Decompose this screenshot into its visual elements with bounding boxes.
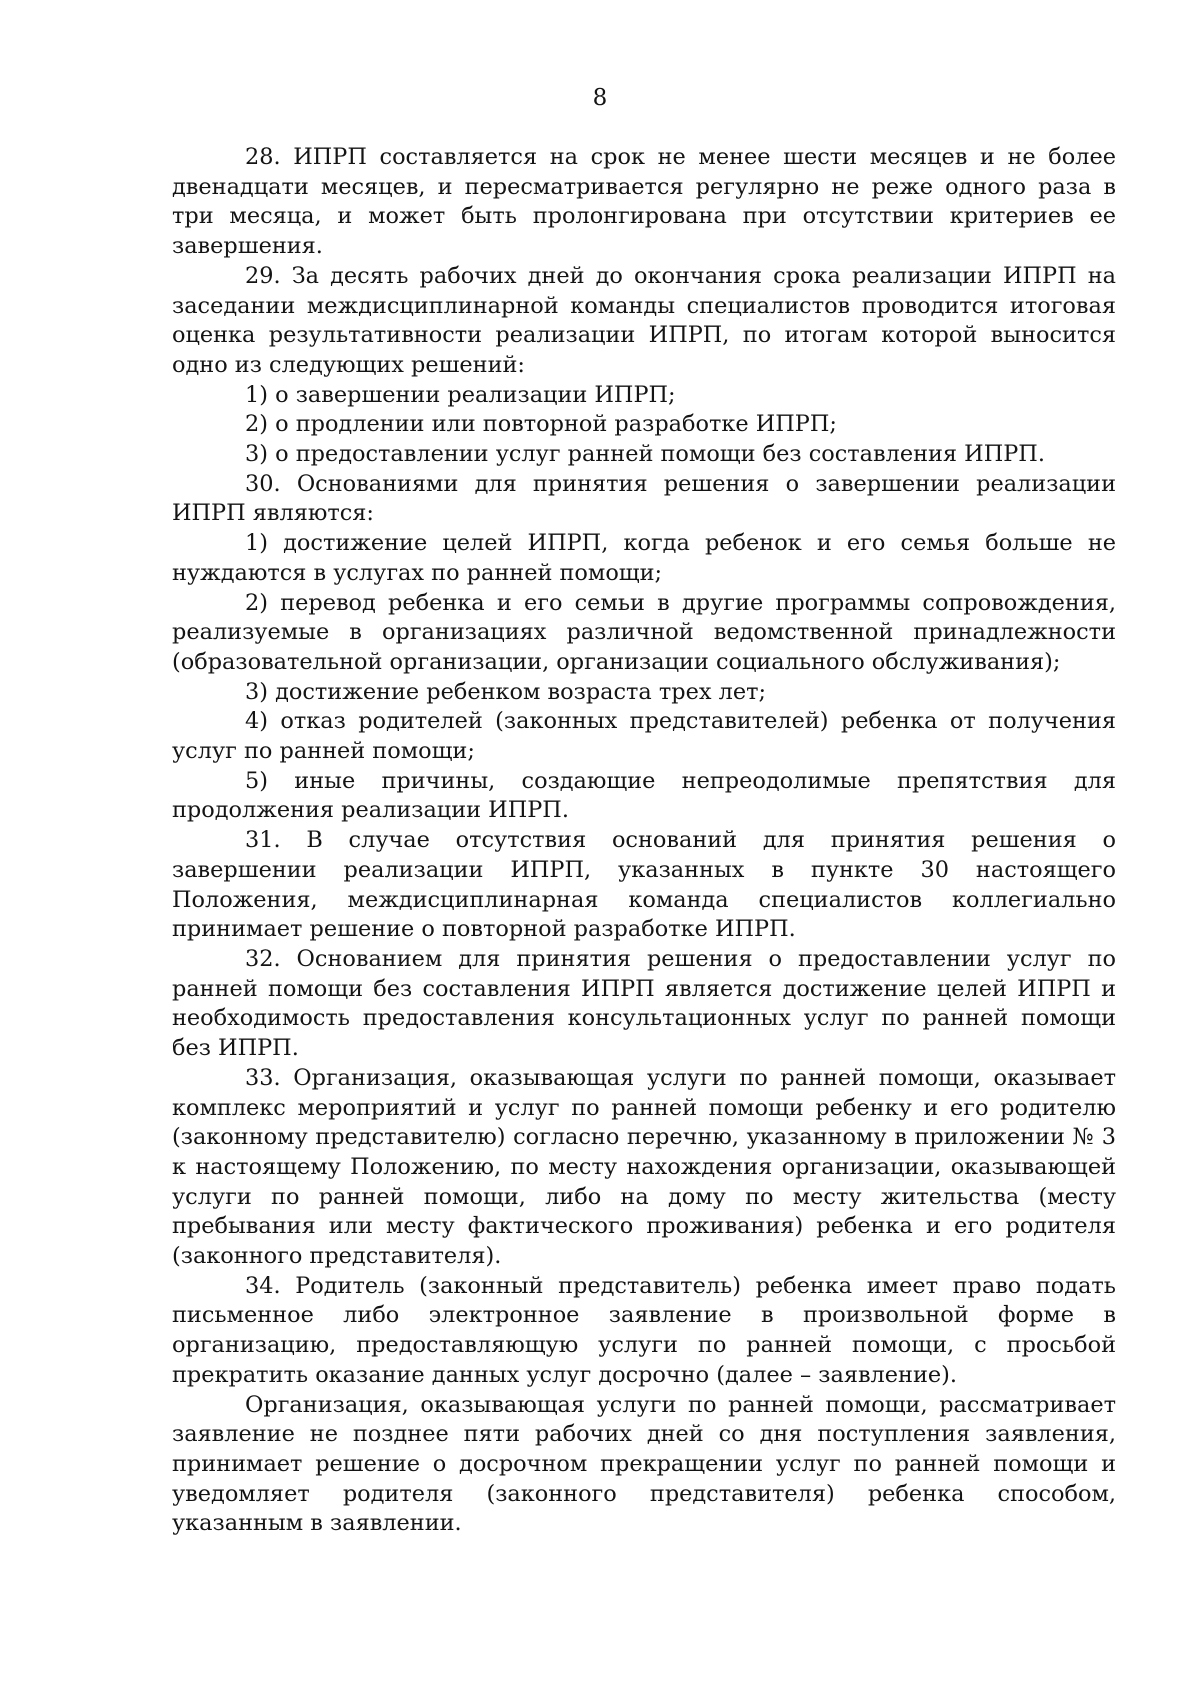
paragraph-28: 28. ИПРП составляется на срок не менее шести месяцев и не более двенадцати месяцев, и пересматривается регулярно не реже одного раза в три месяца, и может быть пролонгирована при отсутствии критериев ее завершения. bbox=[172, 144, 1116, 260]
list-item-29-1: 1) о завершении реализации ИПРП; bbox=[245, 381, 676, 408]
list-item-30-5: 5) иные причины, создающие непреодолимые препятствия для продолжения реализации ИПРП. bbox=[172, 767, 1116, 824]
list-item-29-3: 3) о предоставлении услуг ранней помощи без составления ИПРП. bbox=[245, 441, 1045, 468]
page-number: 8 bbox=[592, 85, 608, 111]
list-item-29-2: 2) о продлении или повторной разработке ИПРП; bbox=[245, 411, 837, 438]
document-body bbox=[172, 143, 1116, 1539]
list-item-30-2: 2) перевод ребенка и его семьи в другие программы сопровождения, реализуемые в организациях различной ведомственной принадлежности (образовательной организации, организации социального обслуживания); bbox=[172, 589, 1116, 675]
list-item-30-1: 1) достижение целей ИПРП, когда ребенок и его семья больше не нуждаются в услугах по ранней помощи; bbox=[172, 530, 1116, 586]
paragraph-29: 29. За десять рабочих дней до окончания срока реализации ИПРП на заседании междисциплинарной команды специалистов проводится итоговая оценка результативности реализации ИПРП, по итогам которой выносится одно из следующих решений: bbox=[172, 262, 1116, 378]
paragraph-33: 33. Организация, оказывающая услуги по ранней помощи, оказывает комплекс мероприятий и услуг по ранней помощи ребенку и его родителю (законному представителю) согласно перечню, указанному в приложении № 3 к настоящему Положению, по месту нахождения организации, оказывающей услуги по ранней помощи, либо на дому по месту жительства (месту пребывания или месту фактического проживания) ребенка и его родителя (законного представителя). bbox=[172, 1064, 1116, 1270]
list-item-30-3: 3) достижение ребенком возраста трех лет; bbox=[245, 678, 767, 705]
paragraph-34: 34. Родитель (законный представитель) ребенка имеет право подать письменное либо электронное заявление в произвольной форме в организацию, предоставляющую услуги по ранней помощи, с просьбой прекратить оказание данных услуг досрочно (далее – заявление). bbox=[172, 1272, 1116, 1388]
paragraph-30: 30. Основаниями для принятия решения о завершении реализации ИПРП являются: bbox=[172, 470, 1116, 527]
paragraph-34-continuation: Организация, оказывающая услуги по ранней помощи, рассматривает заявление не позднее пяти рабочих дней со дня поступления заявления, принимает решение о досрочном прекращении услуг по ранней помощи и уведомляет родителя (законного представителя) ребенка способом, указанным в заявлении. bbox=[172, 1391, 1116, 1537]
paragraph-31: 31. В случае отсутствия оснований для принятия решения о завершении реализации ИПРП, указанных в пункте 30 настоящего Положения, междисциплинарная команда специалистов коллегиально принимает решение о повторной разработке ИПРП. bbox=[172, 827, 1116, 943]
list-item-30-4: 4) отказ родителей (законных представителей) ребенка от получения услуг по ранней помощи; bbox=[172, 708, 1116, 765]
paragraph-32: 32. Основанием для принятия решения о предоставлении услуг по ранней помощи без составления ИПРП является достижение целей ИПРП и необходимость предоставления консультационных услуг по ранней помощи без ИПРП. bbox=[172, 945, 1116, 1062]
